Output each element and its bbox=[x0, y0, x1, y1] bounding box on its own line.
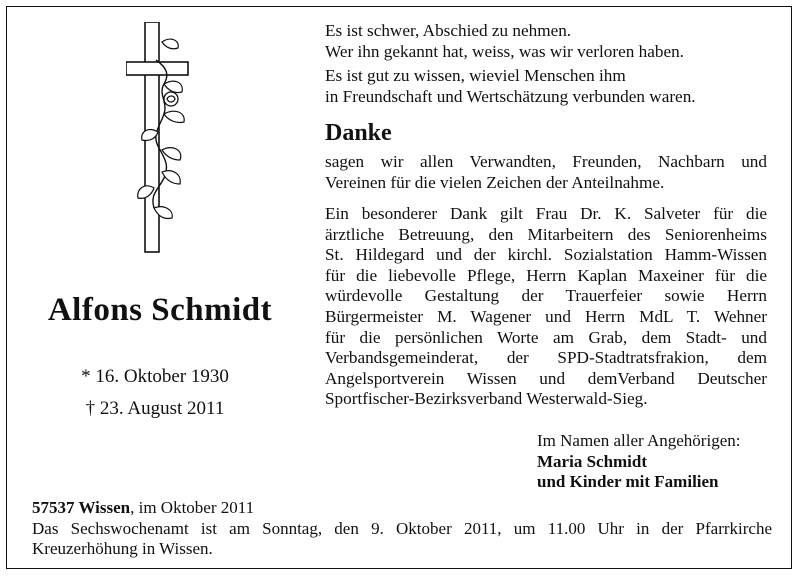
signature-intro: Im Namen aller Angehörigen: bbox=[537, 431, 741, 450]
quote-line: in Freundschaft und Wertschätzung verbunden waren. bbox=[325, 86, 696, 106]
text-line: Verbandsgemeinderat, der SPD-Stadtratsfrakion, dem bbox=[325, 348, 767, 368]
text-line: Vereinen für die vielen Zeichen der Anteilnahme. bbox=[325, 172, 665, 192]
text-line: Ein besonderer Dank gilt Frau Dr. K. Salveter für die bbox=[325, 204, 767, 223]
text-line: für die liebevolle Pflege, Herrn Kaplan Maxeiner für die bbox=[325, 265, 767, 285]
birth-date: * 16. Oktober 1930 bbox=[81, 366, 229, 387]
text-line: für die persönlichen Worte am Grab, dem Stadt- und bbox=[325, 327, 767, 347]
cross-with-roses-icon bbox=[126, 22, 196, 254]
text-line: Angelsportverein Wissen und demVerband Deutscher bbox=[325, 368, 767, 388]
footer-date: , im Oktober 2011 bbox=[130, 498, 255, 517]
death-date: † 23. August 2011 bbox=[85, 398, 225, 419]
quote-line: Wer ihn gekannt hat, weiss, was wir verloren haben. bbox=[325, 41, 684, 61]
text-line: St. Hildegard und der kirchl. Sozialstation Hamm-Wissen bbox=[325, 245, 767, 265]
footer-mass-line-2: Kreuzerhöhung in Wissen. bbox=[32, 539, 213, 559]
deceased-name: Alfons Schmidt bbox=[47, 292, 273, 328]
text-line: würdevolle Gestaltung der Trauerfeier sowie Herrn bbox=[325, 286, 767, 306]
signature-name-2: und Kinder mit Familien bbox=[537, 472, 719, 492]
footer-mass-line-1: Das Sechswochenamt ist am Sonntag, den 9. Oktober 2011, um 11.00 Uhr in der Pfarrkirche bbox=[32, 518, 772, 538]
footer-place: 57537 Wissen bbox=[32, 498, 131, 517]
text-line: Sportfischer-Bezirksverband Westerwald-Sieg. bbox=[325, 389, 648, 409]
signature-block bbox=[537, 431, 740, 493]
signature-name-1: Maria Schmidt bbox=[537, 451, 648, 471]
quote-line: Es ist schwer, Abschied zu nehmen. bbox=[325, 21, 572, 40]
thanks-paragraph-1 bbox=[325, 152, 767, 193]
text-line: sagen wir allen Verwandten, Freunden, Nachbarn und bbox=[325, 152, 767, 171]
footer-place-date bbox=[32, 498, 772, 519]
quote-verse-2 bbox=[325, 66, 767, 107]
footer bbox=[32, 498, 772, 560]
text-line: Bürgermeister M. Wagener und Herrn MdL T. Wehner bbox=[325, 306, 767, 326]
quote-verse-1 bbox=[325, 21, 767, 62]
quote-line: Es ist gut zu wissen, wieviel Menschen ihm bbox=[325, 66, 626, 85]
thanks-paragraph-2 bbox=[325, 204, 767, 410]
text-line: ärztliche Betreuung, den Mitarbeitern des Seniorenheims bbox=[325, 224, 767, 244]
thanks-heading: Danke bbox=[325, 120, 392, 146]
